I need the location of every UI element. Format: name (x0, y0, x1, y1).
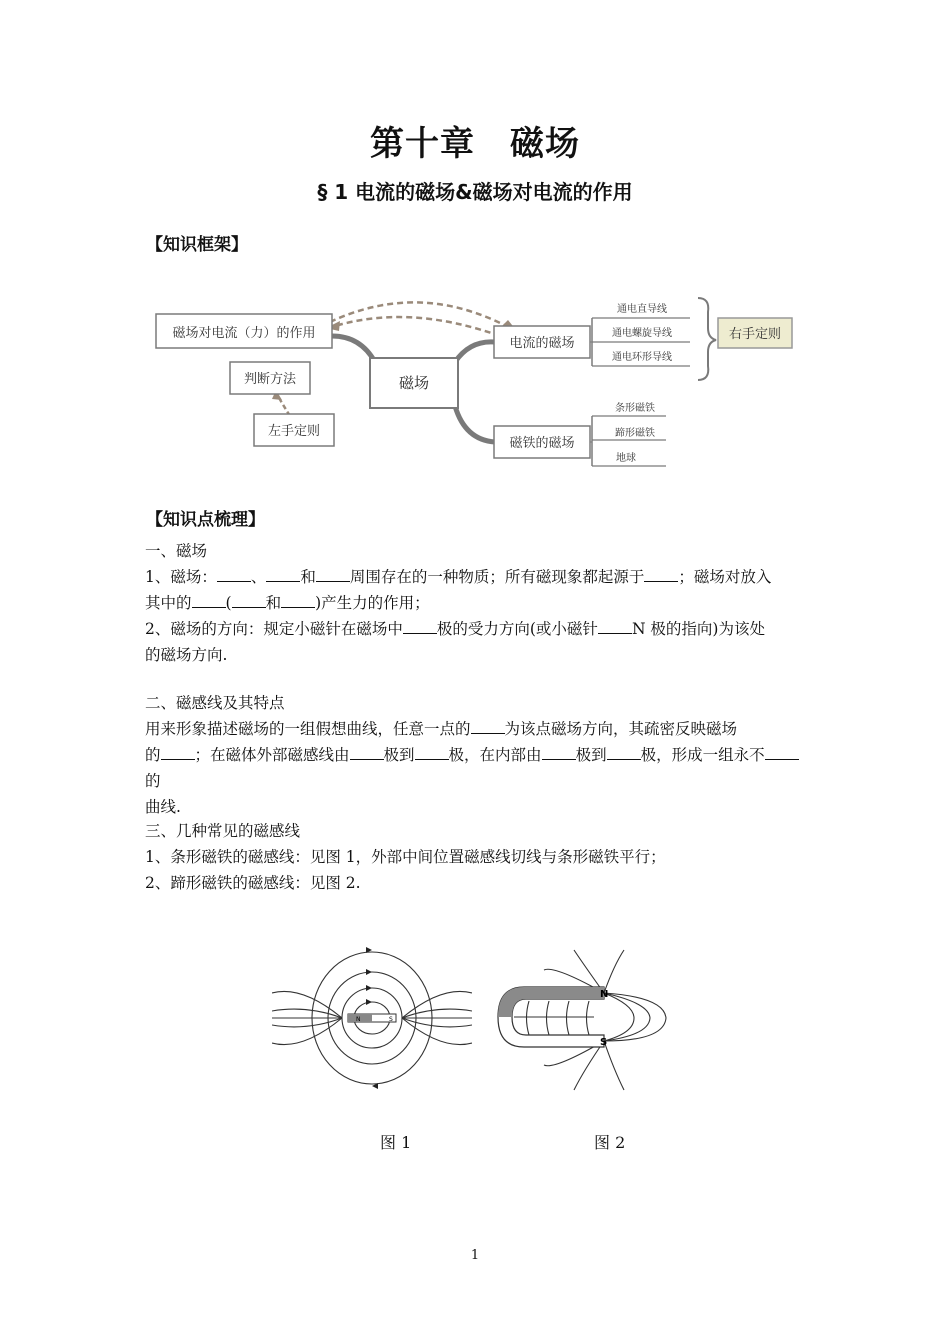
force-on-current-label: 磁场对电流（力）的作用 (172, 326, 316, 341)
current-sub-1: 通电直导线 (617, 304, 667, 315)
fill-blank (542, 745, 576, 760)
section-2-line-3: 曲线. (145, 798, 181, 816)
connector-center-force (330, 336, 375, 362)
fill-blank (192, 593, 226, 608)
current-sub-2: 通电螺旋导线 (612, 328, 672, 339)
section-2-line-2: 的 ；在磁体外部磁感线由 极到 极，在内部由 极到 极，形成一组永不的 (145, 742, 807, 794)
center-label: 磁场 (398, 374, 430, 392)
section-3-line-2: 2、蹄形磁铁的磁感线：见图 2. (145, 874, 361, 892)
horseshoe-magnet-field-figure (494, 945, 674, 1105)
fill-blank (266, 567, 300, 582)
section-1-line-2: 其中的 ( 和 )产生力的作用； (145, 594, 430, 612)
section-2-line-1: 用来形象描述磁场的一组假想曲线，任意一点的 为该点磁场方向，其疏密反映磁场 (145, 720, 738, 738)
fill-blank (644, 567, 678, 582)
figure-1-caption: 图 1 (380, 1133, 412, 1152)
fill-blank (765, 745, 799, 760)
page-number: 1 (470, 1248, 480, 1263)
horseshoe-n-arm (498, 987, 604, 1017)
knowledge-framework-diagram (150, 290, 800, 475)
current-field-label: 电流的磁场 (509, 336, 575, 351)
fill-blank (471, 719, 505, 734)
section-1-title: 一、磁场 (145, 542, 208, 560)
fill-blank (217, 567, 251, 582)
current-sub-3: 通电环形导线 (612, 352, 672, 363)
section-3-title: 三、几种常见的磁感线 (145, 822, 301, 840)
dashed-arrow-to-force (335, 317, 500, 336)
fill-blank (598, 619, 632, 634)
bar-magnet-s-label: S (389, 1016, 393, 1023)
section-3-line-1: 1、条形磁铁的磁感线：见图 1，外部中间位置磁感线切线与条形磁铁平行； (145, 848, 666, 866)
connector-center-magnet (455, 406, 495, 442)
bar-magnet-field-figure (272, 945, 472, 1105)
fill-blank (415, 745, 449, 760)
fill-blank (281, 593, 315, 608)
magnet-field-label: 磁铁的磁场 (509, 436, 575, 451)
horseshoe-n-label: N (600, 989, 609, 1000)
fill-blank (232, 593, 266, 608)
section-3 (145, 818, 807, 896)
right-hand-rule-label: 右手定则 (728, 327, 782, 342)
fill-blank (607, 745, 641, 760)
section-title: § 1 电流的磁场&磁场对电流的作用 (317, 180, 633, 204)
judge-method-label: 判断方法 (243, 372, 297, 387)
knowledge-heading: 【知识点梳理】 (146, 510, 265, 530)
brace-icon (698, 298, 716, 380)
fill-blank (350, 745, 384, 760)
section-2-title: 二、磁感线及其特点 (145, 694, 285, 712)
magnet-sub-3: 地球 (616, 453, 636, 464)
section-1-line-4: 的磁场方向. (145, 646, 228, 664)
magnet-sub-1: 条形磁铁 (615, 403, 655, 414)
section-1 (145, 538, 807, 668)
section-1-line-1: 1、磁场： 、 和 周围存在的一种物质；所有磁现象都起源于 ；磁场对放入 (145, 568, 772, 586)
section-1-line-3: 2、磁场的方向：规定小磁针在磁场中 极的受力方向(或小磁针 N 极的指向)为该处 (145, 620, 765, 638)
horseshoe-s-label: S (600, 1037, 608, 1048)
magnet-sub-2: 蹄形磁铁 (615, 428, 655, 439)
bar-magnet-n-label: N (356, 1016, 361, 1023)
fill-blank (403, 619, 437, 634)
dashed-arrow-to-current (330, 302, 510, 328)
section-2 (145, 690, 807, 820)
left-hand-rule-label: 左手定则 (267, 424, 321, 439)
chapter-title: 第十章 磁场 (370, 124, 580, 164)
connector-center-current (455, 342, 495, 362)
framework-heading: 【知识框架】 (146, 235, 248, 255)
figure-2-caption: 图 2 (594, 1133, 626, 1152)
fill-blank (161, 745, 195, 760)
fill-blank (316, 567, 350, 582)
